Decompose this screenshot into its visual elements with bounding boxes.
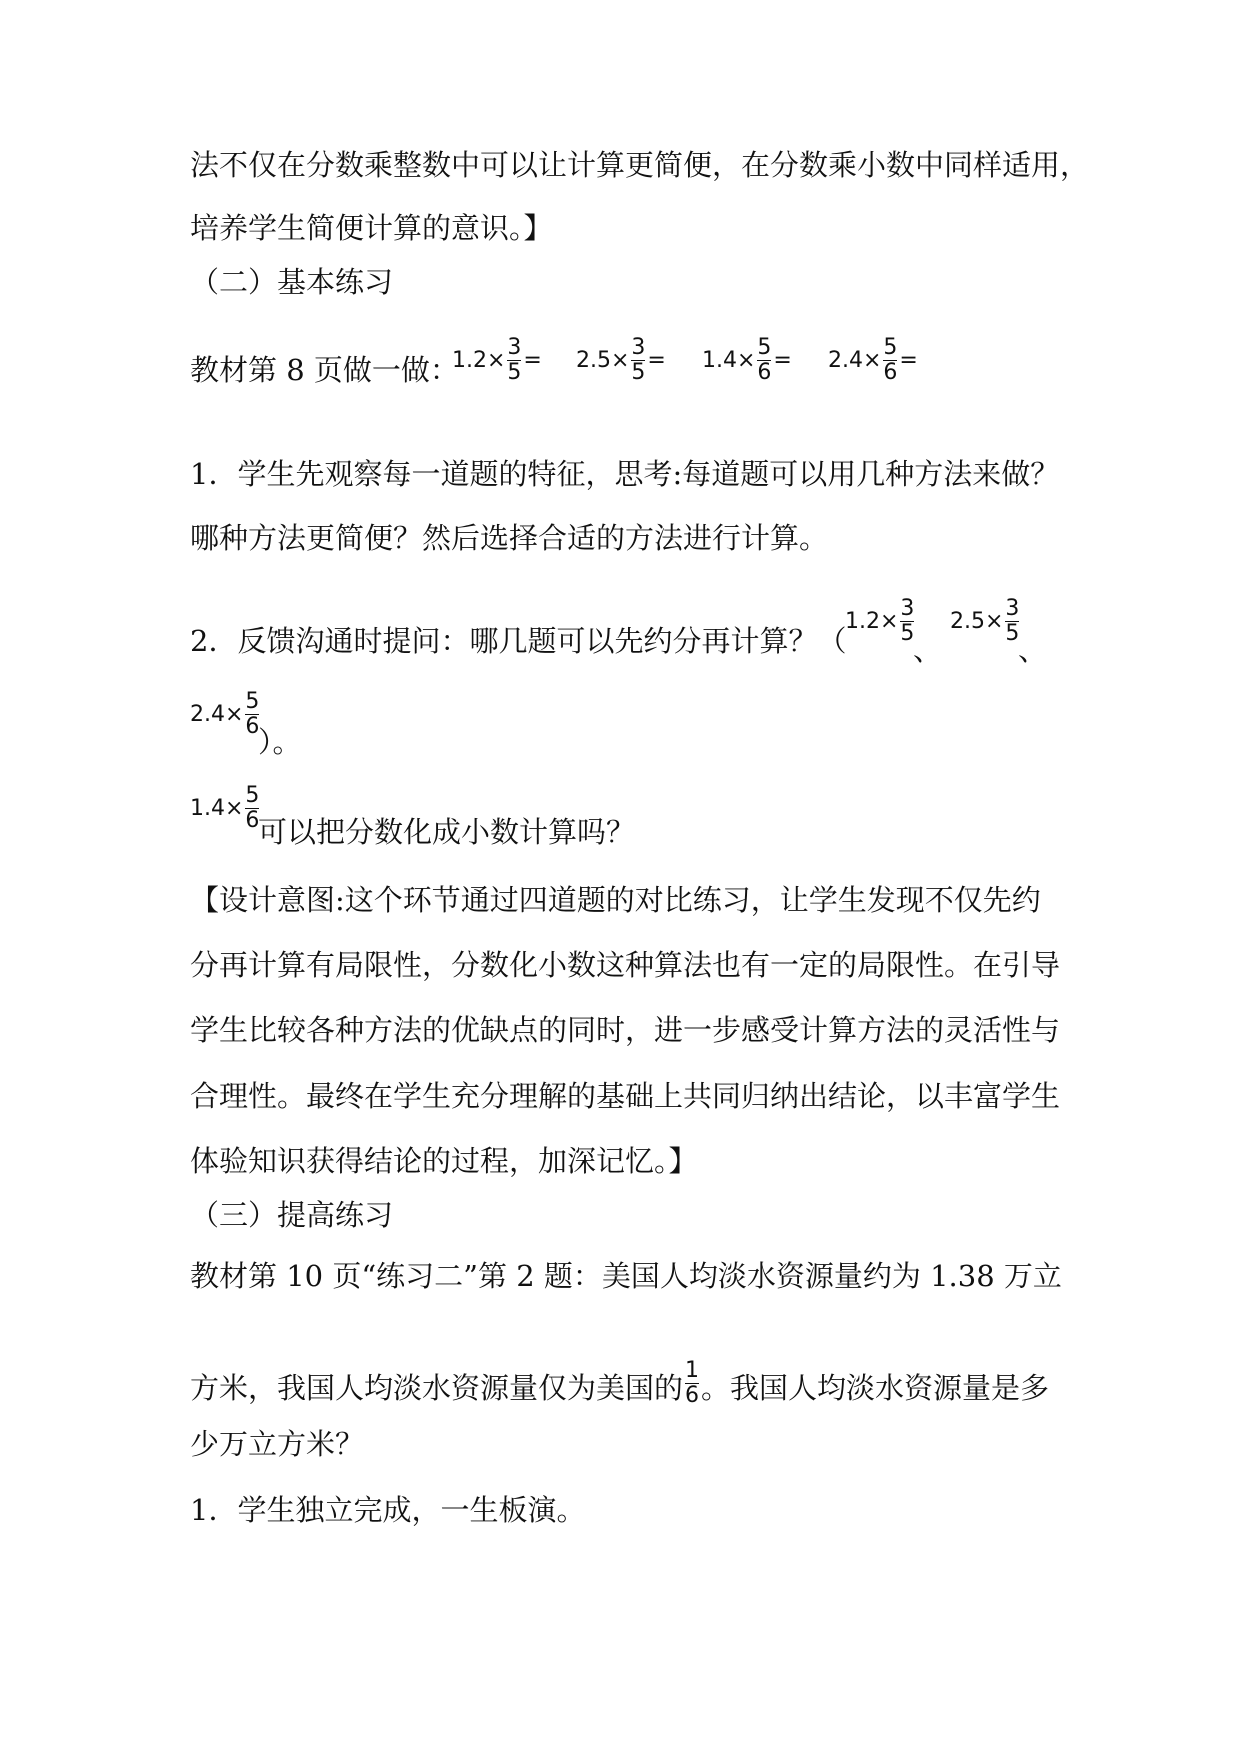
fraction-denominator: 6 xyxy=(883,360,898,385)
item-1-line-2: 哪种方法更简便？然后选择合适的方法进行计算。 xyxy=(190,521,829,555)
fraction-numerator: 5 xyxy=(757,335,772,360)
fraction-one-sixth xyxy=(685,1359,699,1408)
item-2-expression-3 xyxy=(190,690,259,739)
fraction-numerator: 5 xyxy=(245,689,260,714)
exercise-intro: 教材第 8 页做一做： xyxy=(190,353,459,387)
exercise-expression-4 xyxy=(828,336,918,385)
expr-lhs: 1.4× xyxy=(190,796,244,821)
separator: 、 xyxy=(913,633,943,667)
problem-line-1: 教材第 10 页“练习二”第 2 题：美国人均淡水资源量约为 1.38 万立 xyxy=(190,1259,1062,1293)
separator: 、 xyxy=(1018,633,1048,667)
paragraph-line: 培养学生简便计算的意识。】 xyxy=(190,211,553,245)
step-1: 1．学生独立完成，一生板演。 xyxy=(190,1493,586,1527)
item-2-expression-2 xyxy=(950,597,1019,646)
equals-sign: = xyxy=(647,348,666,373)
fraction-denominator: 6 xyxy=(245,714,260,739)
fraction-numerator: 5 xyxy=(883,335,898,360)
expr-lhs: 1.2× xyxy=(845,609,899,634)
expr-lhs: 1.2× xyxy=(452,348,506,373)
problem-line-3: 少万立方米？ xyxy=(190,1427,365,1461)
fraction-numerator: 3 xyxy=(631,335,646,360)
design-intent-line-2: 分再计算有局限性，分数化小数这种算法也有一定的局限性。在引导 xyxy=(190,948,1061,982)
question-text: 可以把分数化成小数计算吗？ xyxy=(258,815,636,849)
design-intent-line-1: 【设计意图:这个环节通过四道题的对比练习，让学生发现不仅先约 xyxy=(190,883,1041,917)
item-2-text: 2．反馈沟通时提问：哪几题可以先约分再计算？（ xyxy=(190,624,847,658)
problem-text-a: 方米，我国人均淡水资源量仅为美国的 xyxy=(190,1371,684,1405)
problem-text-b: 。我国人均淡水资源量是多 xyxy=(701,1371,1050,1405)
paragraph-line: 法不仅在分数乘整数中可以让计算更简便，在分数乘小数中同样适用， xyxy=(190,148,1090,182)
equals-sign: = xyxy=(773,348,792,373)
fraction-numerator: 3 xyxy=(507,335,522,360)
fraction-numerator: 3 xyxy=(1005,596,1020,621)
fraction-denominator: 5 xyxy=(507,360,522,385)
expr-lhs: 2.4× xyxy=(828,348,882,373)
question-expression xyxy=(190,784,259,833)
exercise-expression-2 xyxy=(576,336,666,385)
equals-sign: = xyxy=(899,348,918,373)
exercise-expression-3 xyxy=(702,336,792,385)
equals-sign: = xyxy=(523,348,542,373)
expr-lhs: 2.4× xyxy=(190,702,244,727)
fraction-numerator: 5 xyxy=(245,783,260,808)
fraction-numerator: 1 xyxy=(685,1358,700,1383)
design-intent-line-5: 体验知识获得结论的过程，加深记忆。】 xyxy=(190,1144,698,1178)
problem-line-2 xyxy=(190,1359,1049,1408)
fraction-denominator: 5 xyxy=(900,621,915,646)
fraction-denominator: 6 xyxy=(757,360,772,385)
item-1-line-1: 1．学生先观察每一道题的特征，思考:每道题可以用几种方法来做？ xyxy=(190,457,1060,491)
section-heading-basic-practice: （二）基本练习 xyxy=(190,265,394,299)
design-intent-line-3: 学生比较各种方法的优缺点的同时，进一步感受计算方法的灵活性与 xyxy=(190,1013,1061,1047)
fraction-denominator: 6 xyxy=(685,1383,700,1408)
fraction-denominator: 5 xyxy=(1005,621,1020,646)
item-2-end: ）。 xyxy=(258,725,302,759)
fraction-denominator: 6 xyxy=(245,808,260,833)
expr-lhs: 2.5× xyxy=(576,348,630,373)
expr-lhs: 1.4× xyxy=(702,348,756,373)
fraction-denominator: 5 xyxy=(631,360,646,385)
fraction-numerator: 3 xyxy=(900,596,915,621)
exercise-expression-1 xyxy=(452,336,542,385)
expr-lhs: 2.5× xyxy=(950,609,1004,634)
section-heading-advanced-practice: （三）提高练习 xyxy=(190,1198,394,1232)
design-intent-line-4: 合理性。最终在学生充分理解的基础上共同归纳出结论，以丰富学生 xyxy=(190,1079,1061,1113)
item-2-expression-1 xyxy=(845,597,914,646)
